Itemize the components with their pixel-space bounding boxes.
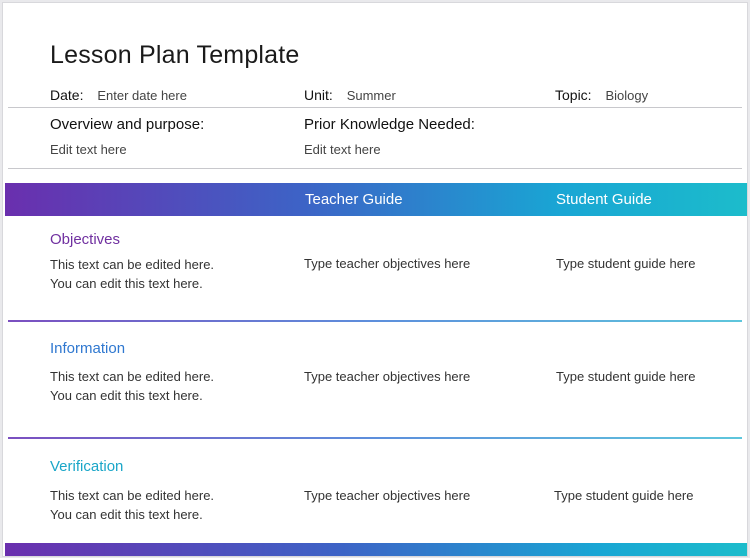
date-value[interactable]: Enter date here bbox=[97, 88, 187, 103]
divider bbox=[8, 168, 742, 169]
column-header-band bbox=[5, 183, 747, 216]
body-line: You can edit this text here. bbox=[50, 276, 203, 291]
unit-field bbox=[304, 87, 396, 103]
teacher-cell-verification[interactable]: Type teacher objectives here bbox=[304, 488, 471, 503]
section-title-information[interactable]: Information bbox=[50, 340, 126, 357]
body-line: You can edit this text here. bbox=[50, 388, 203, 403]
topic-value[interactable]: Biology bbox=[605, 88, 649, 103]
overview-label: Overview and purpose: bbox=[50, 116, 205, 133]
section-divider bbox=[8, 437, 742, 439]
prior-knowledge-text[interactable]: Edit text here bbox=[304, 142, 381, 157]
section-divider bbox=[8, 320, 742, 322]
unit-value[interactable]: Summer bbox=[346, 88, 396, 103]
date-label: Date: bbox=[50, 87, 84, 103]
topic-field bbox=[555, 87, 648, 103]
body-line: This text can be edited here. bbox=[50, 369, 215, 384]
body-line: This text can be edited here. bbox=[50, 257, 215, 272]
student-cell-information[interactable]: Type student guide here bbox=[556, 369, 696, 384]
teacher-guide-header: Teacher Guide bbox=[305, 191, 403, 208]
footer-band bbox=[5, 543, 747, 556]
body-line: This text can be edited here. bbox=[50, 488, 215, 503]
section-body-verification[interactable] bbox=[50, 486, 214, 524]
date-field bbox=[50, 87, 187, 103]
teacher-cell-information[interactable]: Type teacher objectives here bbox=[304, 369, 471, 384]
section-body-information[interactable] bbox=[50, 367, 214, 405]
teacher-cell-objectives[interactable]: Type teacher objectives here bbox=[304, 256, 471, 271]
section-title-verification[interactable]: Verification bbox=[50, 458, 124, 475]
student-cell-objectives[interactable]: Type student guide here bbox=[556, 256, 696, 271]
body-line: You can edit this text here. bbox=[50, 507, 203, 522]
unit-label: Unit: bbox=[304, 87, 333, 103]
lesson-plan-page bbox=[3, 3, 747, 556]
page-title[interactable]: Lesson Plan Template bbox=[50, 41, 300, 69]
divider bbox=[8, 107, 742, 108]
section-body-objectives[interactable] bbox=[50, 255, 214, 293]
prior-knowledge-label: Prior Knowledge Needed: bbox=[304, 116, 475, 133]
topic-label: Topic: bbox=[555, 87, 592, 103]
student-guide-header: Student Guide bbox=[556, 191, 652, 208]
section-title-objectives[interactable]: Objectives bbox=[50, 231, 121, 248]
student-cell-verification[interactable]: Type student guide here bbox=[554, 488, 694, 503]
overview-text[interactable]: Edit text here bbox=[50, 142, 127, 157]
